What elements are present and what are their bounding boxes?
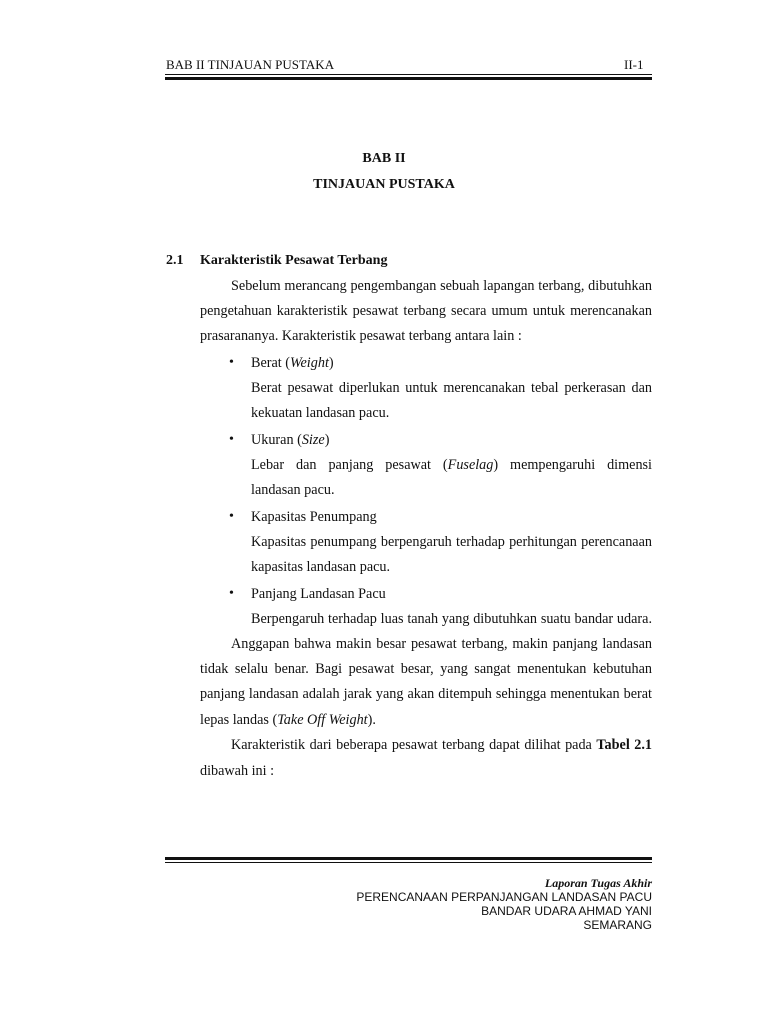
item-size-desc-1: Lebar dan panjang pesawat (Fuselag) mempengaruhi dimensi bbox=[251, 457, 652, 473]
running-header-title: BAB II TINJAUAN PUSTAKA bbox=[166, 57, 335, 72]
item-runway-label: Panjang Landasan Pacu bbox=[251, 586, 386, 602]
para2-line-4: lepas landas (Take Off Weight). bbox=[200, 712, 376, 728]
section-title: Karakteristik Pesawat Terbang bbox=[200, 253, 388, 268]
footer-rule-thin bbox=[165, 862, 652, 863]
para3-line-2: dibawah ini : bbox=[200, 763, 275, 779]
header-rule-thick bbox=[165, 77, 652, 80]
page-number: II-1 bbox=[624, 57, 644, 72]
section-number: 2.1 bbox=[166, 253, 184, 268]
item-weight-desc-1: Berat pesawat diperlukan untuk merencanakan tebal perkerasan dan bbox=[251, 380, 652, 396]
intro-line-3: prasarananya. Karakteristik pesawat terbang antara lain : bbox=[200, 328, 522, 344]
item-capacity-label: Kapasitas Penumpang bbox=[251, 509, 377, 525]
para3-line-1: Karakteristik dari beberapa pesawat terbang dapat dilihat pada Tabel 2.1 bbox=[231, 737, 652, 753]
item-weight-desc-2: kekuatan landasan pacu. bbox=[251, 405, 390, 421]
chapter-number: BAB II bbox=[362, 151, 406, 166]
bullet-icon: • bbox=[229, 509, 234, 524]
bullet-icon: • bbox=[229, 432, 234, 447]
para2-line-1: Anggapan bahwa makin besar pesawat terbang, makin panjang landasan bbox=[231, 636, 652, 652]
item-weight-label: Berat (Weight) bbox=[251, 355, 334, 371]
item-capacity-desc-1: Kapasitas penumpang berpengaruh terhadap perhitungan perencanaan bbox=[251, 534, 652, 550]
header-rule-thin bbox=[165, 74, 652, 75]
footer-report-label: Laporan Tugas Akhir bbox=[544, 876, 652, 890]
footer-block bbox=[356, 876, 652, 932]
item-size-desc-2: landasan pacu. bbox=[251, 482, 335, 498]
para2-line-3: panjang landasan adalah jarak yang akan ditempuh sehingga menentukan berat bbox=[200, 686, 652, 702]
item-runway-desc-1: Berpengaruh terhadap luas tanah yang dibutuhkan suatu bandar udara. bbox=[251, 611, 652, 627]
footer-line-3: SEMARANG bbox=[583, 918, 652, 932]
item-size-label: Ukuran (Size) bbox=[251, 432, 330, 448]
para2-line-2: tidak selalu benar. Bagi pesawat besar, yang sangat menentukan kebutuhan bbox=[200, 661, 652, 677]
bullet-icon: • bbox=[229, 586, 234, 601]
footer-rule-thick bbox=[165, 857, 652, 860]
bullet-icon: • bbox=[229, 355, 234, 370]
intro-line-2: pengetahuan karakteristik pesawat terbang secara umum untuk merencanakan bbox=[200, 303, 652, 319]
footer-line-2: BANDAR UDARA AHMAD YANI bbox=[481, 904, 652, 918]
footer-line-1: PERENCANAAN PERPANJANGAN LANDASAN PACU bbox=[356, 890, 652, 904]
intro-line-1: Sebelum merancang pengembangan sebuah lapangan terbang, dibutuhkan bbox=[231, 278, 652, 294]
chapter-title: TINJAUAN PUSTAKA bbox=[313, 177, 455, 192]
item-capacity-desc-2: kapasitas landasan pacu. bbox=[251, 559, 391, 575]
